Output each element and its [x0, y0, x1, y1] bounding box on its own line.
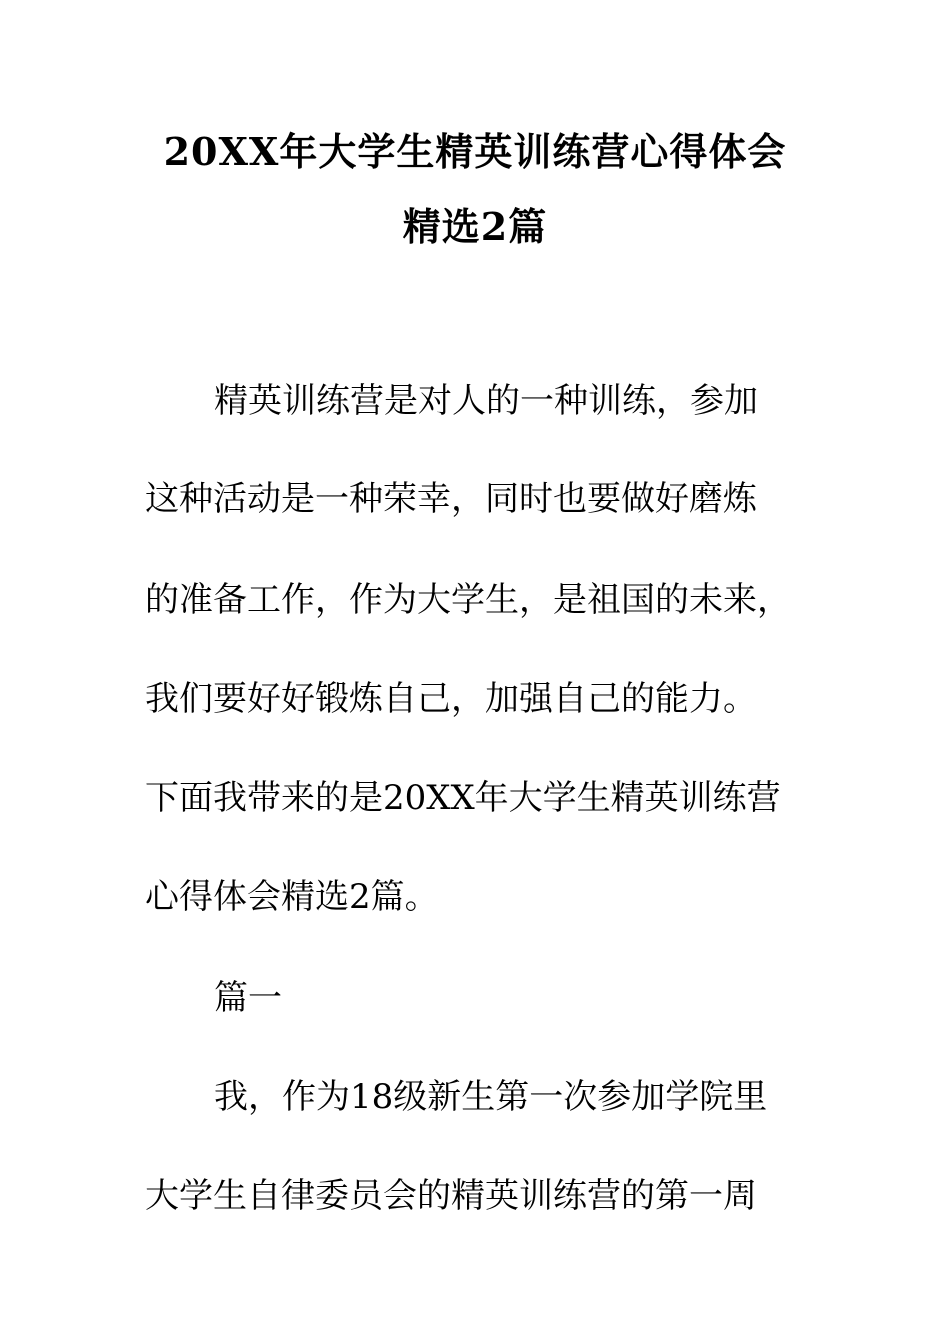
paragraph-line-2: 这种活动是一种荣幸，同时也要做好磨炼	[145, 479, 757, 519]
paragraph-line-1: 精英训练营是对人的一种训练，参加	[214, 381, 758, 421]
paragraph-line-3: 的准备工作，作为大学生，是祖国的未来，	[145, 580, 791, 620]
paragraph-line-8: 大学生自律委员会的精英训练营的第一周	[145, 1176, 757, 1216]
paragraph-line-5: 下面我带来的是20XX年大学生精英训练营	[145, 778, 781, 818]
paragraph-line-7: 我，作为18级新生第一次参加学院里	[214, 1077, 768, 1117]
document-title-line-2: 精选2篇	[402, 204, 548, 249]
section-heading: 篇一	[214, 978, 282, 1018]
document-title-line-1: 20XX年大学生精英训练营心得体会	[163, 129, 787, 174]
paragraph-line-6: 心得体会精选2篇。	[145, 877, 439, 917]
paragraph-line-4: 我们要好好锻炼自己，加强自己的能力。	[145, 679, 757, 719]
